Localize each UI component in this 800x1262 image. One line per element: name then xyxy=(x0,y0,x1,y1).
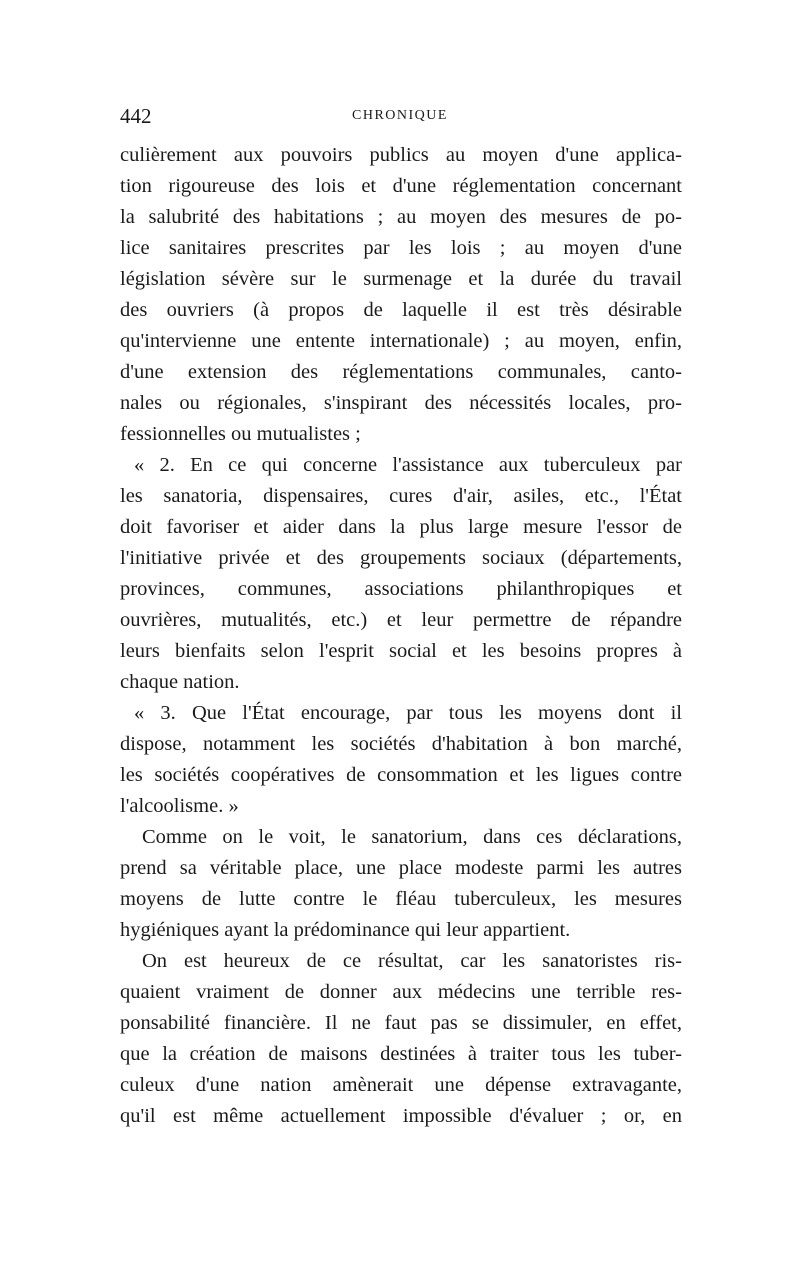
text-line: quaient vraiment de donner aux médecins une terrible res- xyxy=(120,981,682,1003)
text-line: les sanatoria, dispensaires, cures d'air, asiles, etc., l'État xyxy=(120,485,682,507)
text-line: d'une extension des réglementations communales, canto- xyxy=(120,361,682,383)
text-line: des ouvriers (à propos de laquelle il est très désirable xyxy=(120,299,682,321)
text-line: que la création de maisons destinées à traiter tous les tuber- xyxy=(120,1043,682,1065)
text-line: l'initiative privée et des groupements sociaux (départements, xyxy=(120,547,682,569)
text-line: hygiéniques ayant la prédominance qui leur appartient. xyxy=(120,919,571,941)
text-line: ouvrières, mutualités, etc.) et leur permettre de répandre xyxy=(120,609,682,631)
text-line: On est heureux de ce résultat, car les sanatoristes ris- xyxy=(142,950,682,972)
text-line: lice sanitaires prescrites par les lois ; au moyen d'une xyxy=(120,237,682,259)
text-line: dispose, notamment les sociétés d'habitation à bon marché, xyxy=(120,733,682,755)
text-line: tion rigoureuse des lois et d'une réglementation concernant xyxy=(120,175,682,197)
text-line: ponsabilité financière. Il ne faut pas se dissimuler, en effet, xyxy=(120,1012,682,1034)
text-line: les sociétés coopératives de consommation et les ligues contre xyxy=(120,764,682,786)
text-line: fessionnelles ou mutualistes ; xyxy=(120,423,361,445)
text-line: moyens de lutte contre le fléau tuberculeux, les mesures xyxy=(120,888,682,910)
text-line: prend sa véritable place, une place modeste parmi les autres xyxy=(120,857,682,879)
page-header xyxy=(120,104,680,132)
text-line: chaque nation. xyxy=(120,671,240,693)
text-line: qu'intervienne une entente internationale) ; au moyen, enfin, xyxy=(120,330,682,352)
text-line: « 2. En ce qui concerne l'assistance aux tuberculeux par xyxy=(134,454,682,476)
text-line: doit favoriser et aider dans la plus large mesure l'essor de xyxy=(120,516,682,538)
body-text xyxy=(120,140,682,1132)
page-number: 442 xyxy=(120,104,152,128)
text-line: « 3. Que l'État encourage, par tous les moyens dont il xyxy=(134,702,682,724)
text-line: leurs bienfaits selon l'esprit social et les besoins propres à xyxy=(120,640,682,662)
text-line: provinces, communes, associations philanthropiques et xyxy=(120,578,682,600)
text-line: la salubrité des habitations ; au moyen des mesures de po- xyxy=(120,206,682,228)
running-title: CHRONIQUE xyxy=(352,108,448,123)
text-line: législation sévère sur le surmenage et la durée du travail xyxy=(120,268,682,290)
text-line: qu'il est même actuellement impossible d'évaluer ; or, en xyxy=(120,1105,682,1127)
text-line: nales ou régionales, s'inspirant des nécessités locales, pro- xyxy=(120,392,682,414)
text-line: l'alcoolisme. » xyxy=(120,795,239,817)
text-line: culeux d'une nation amènerait une dépense extravagante, xyxy=(120,1074,682,1096)
text-line: culièrement aux pouvoirs publics au moyen d'une applica- xyxy=(120,144,682,166)
text-line: Comme on le voit, le sanatorium, dans ces déclarations, xyxy=(142,826,682,848)
